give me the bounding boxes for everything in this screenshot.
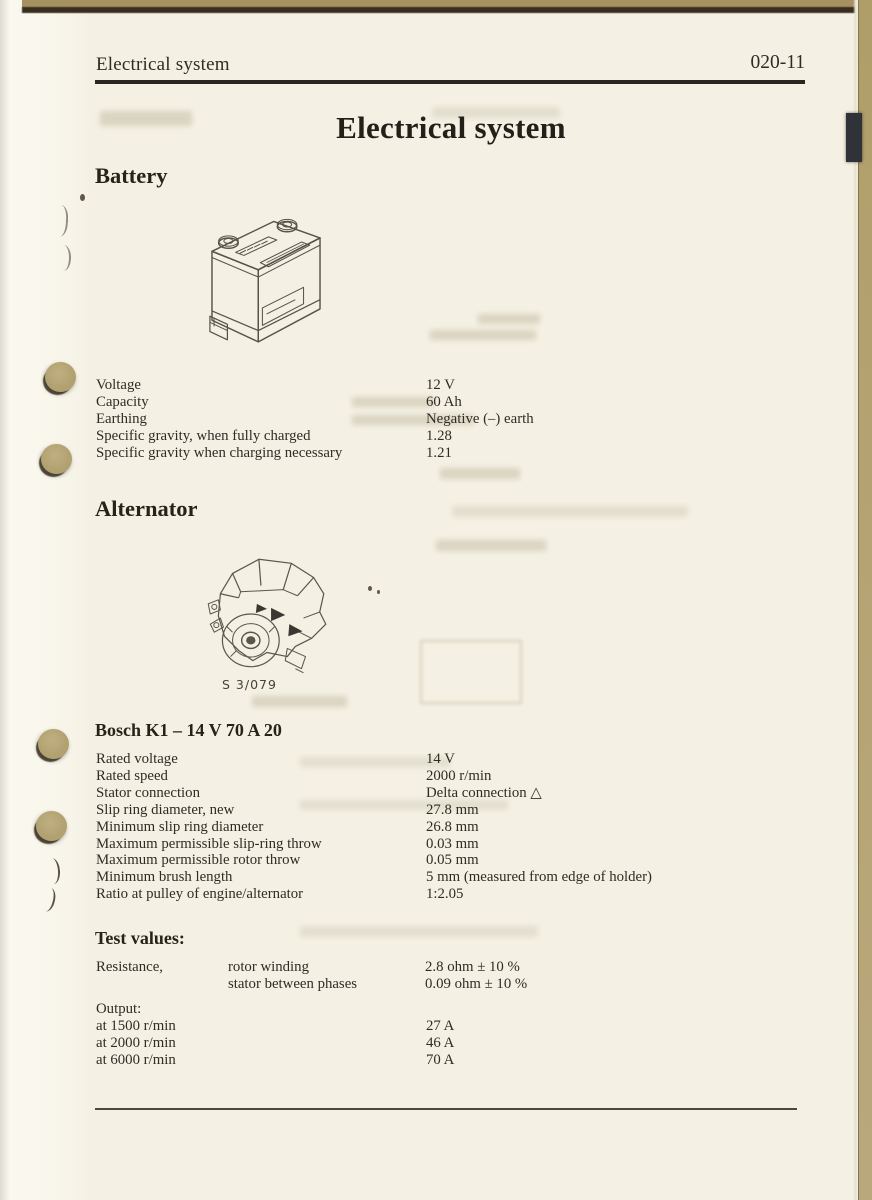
bleed-through-box xyxy=(420,640,522,704)
alternator-model-heading: Bosch K1 – 14 V 70 A 20 xyxy=(95,720,282,740)
spec-value: 0.05 mm xyxy=(426,852,479,869)
table-row xyxy=(96,886,810,903)
scan-speck xyxy=(377,590,380,594)
alternator-illustration xyxy=(190,551,342,677)
table-row xyxy=(96,394,810,411)
table-row xyxy=(96,1001,810,1018)
table-row xyxy=(96,377,810,394)
page-left-margin xyxy=(0,0,95,1200)
bleed-through-smudge xyxy=(252,696,347,707)
spec-label: Rated speed xyxy=(96,767,168,784)
bleed-through-smudge xyxy=(478,314,540,324)
binder-top-edge-shadow xyxy=(22,7,872,13)
spec-value: 1:2.05 xyxy=(426,886,464,903)
figure-caption: S 3/079 xyxy=(222,677,277,692)
page-number: 020-11 xyxy=(750,52,805,73)
scan-edge-shadow xyxy=(0,0,10,1200)
resistance-sub-label: stator between phases xyxy=(228,975,358,992)
spec-label: Minimum slip ring diameter xyxy=(96,818,264,835)
spec-value: 27.8 mm xyxy=(426,801,479,818)
spec-label: Voltage xyxy=(96,377,141,393)
spec-value: 0.09 ohm ± 10 % xyxy=(425,975,528,992)
spec-value: 26.8 mm xyxy=(426,818,479,835)
spec-label: Minimum brush length xyxy=(96,869,233,886)
table-row xyxy=(96,959,810,976)
spec-label: Specific gravity when charging necessary xyxy=(96,444,343,461)
resistance-label-empty xyxy=(96,976,228,993)
spec-value: 27 A xyxy=(426,1017,455,1034)
binder-hole xyxy=(38,729,69,759)
table-row xyxy=(96,768,810,785)
battery-heading: Battery xyxy=(95,163,168,188)
spec-value: 2.8 ohm ± 10 % xyxy=(425,959,520,975)
table-row xyxy=(96,802,810,819)
alternator-spec-table xyxy=(96,751,810,903)
spec-value: 60 Ah xyxy=(426,393,462,410)
binder-hole xyxy=(41,444,72,474)
spec-value: Negative (–) earth xyxy=(426,410,534,427)
spec-label: Maximum permissible slip-ring throw xyxy=(96,835,322,852)
output-table xyxy=(96,1001,810,1069)
bleed-through-smudge xyxy=(440,468,520,479)
spec-value: 5 mm (measured from edge of holder) xyxy=(426,869,652,886)
page-title: Electrical system xyxy=(336,110,566,145)
table-row xyxy=(96,1052,810,1069)
running-header: Electrical system xyxy=(96,54,230,75)
battery-spec-table xyxy=(96,377,810,462)
spec-label: Capacity xyxy=(96,393,149,410)
spec-value: 14 V xyxy=(426,751,455,767)
header-rule xyxy=(95,80,805,84)
bleed-through-smudge xyxy=(436,540,546,551)
alternator-heading: Alternator xyxy=(95,496,198,521)
table-row xyxy=(96,411,810,428)
table-row xyxy=(96,428,810,445)
spec-label: Ratio at pulley of engine/alternator xyxy=(96,886,304,903)
footer-rule xyxy=(95,1108,797,1110)
spec-value: 46 A xyxy=(426,1034,455,1051)
scan-speck xyxy=(80,194,85,201)
spec-label: Earthing xyxy=(96,410,147,427)
resistance-label: Resistance, xyxy=(96,959,163,975)
table-row xyxy=(96,869,810,886)
spec-value: 1.28 xyxy=(426,427,452,444)
output-label: Output: xyxy=(96,1001,142,1017)
spec-value: 0.03 mm xyxy=(426,835,479,852)
bleed-through-smudge xyxy=(430,330,536,340)
table-row xyxy=(96,976,810,993)
spec-value: 2000 r/min xyxy=(426,767,492,784)
spec-value: Delta connection △ xyxy=(426,784,542,801)
binder-hole xyxy=(45,362,76,392)
table-row xyxy=(96,852,810,869)
spec-value: 70 A xyxy=(426,1051,455,1068)
spec-value: 12 V xyxy=(426,377,455,393)
spec-label: at 2000 r/min xyxy=(96,1034,176,1051)
section-index-tab xyxy=(846,113,862,162)
resistance-table xyxy=(96,959,810,993)
spec-label: Maximum permissible rotor throw xyxy=(96,852,301,869)
table-row xyxy=(96,785,810,802)
spec-label: Specific gravity, when fully charged xyxy=(96,427,311,444)
binder-right-edge xyxy=(858,0,872,1200)
spec-label: at 1500 r/min xyxy=(96,1017,176,1034)
table-row xyxy=(96,1035,810,1052)
table-row xyxy=(96,836,810,853)
spec-label: Rated voltage xyxy=(96,751,178,767)
bleed-through-smudge xyxy=(300,926,538,937)
bleed-through-smudge xyxy=(452,506,688,517)
table-row xyxy=(96,819,810,836)
spec-label: Slip ring diameter, new xyxy=(96,801,235,818)
scan-speck xyxy=(368,586,372,591)
spec-label: at 6000 r/min xyxy=(96,1051,176,1068)
table-row xyxy=(96,751,810,768)
test-values-heading: Test values: xyxy=(95,928,185,948)
resistance-sub-label: rotor winding xyxy=(228,959,309,975)
table-row xyxy=(96,445,810,462)
battery-illustration xyxy=(196,205,336,347)
table-row xyxy=(96,1018,810,1035)
binder-hole xyxy=(36,811,67,841)
spec-label: Stator connection xyxy=(96,784,200,801)
spec-value: 1.21 xyxy=(426,444,452,461)
